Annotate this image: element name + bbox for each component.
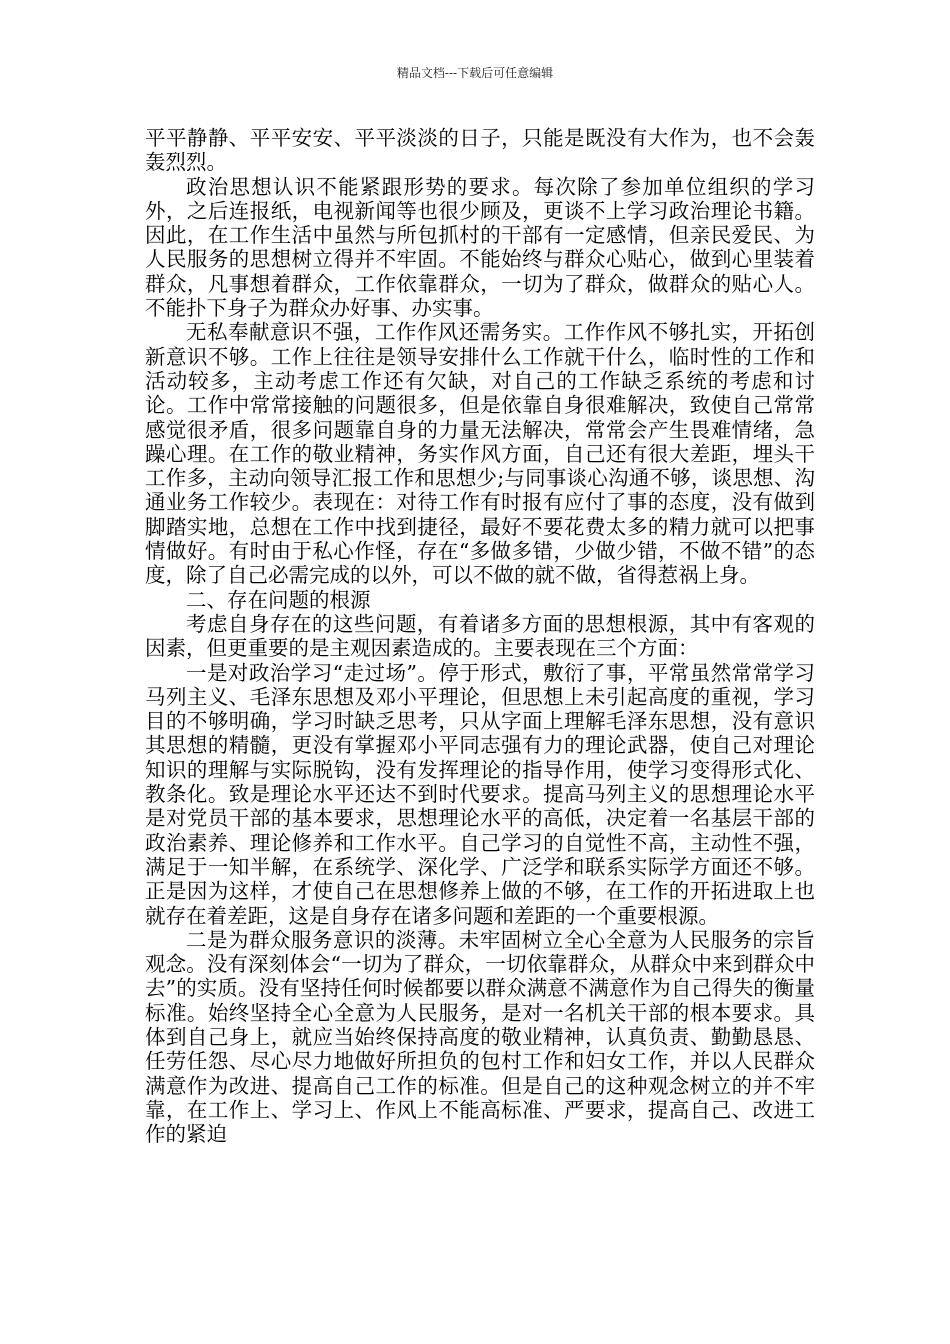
- page-header: 精品文档---下载后可任意编辑: [396, 66, 554, 80]
- paragraph-6: 二是为群众服务意识的淡薄。未牢固树立全心全意为人民服务的宗旨观念。没有深刻体会“一切为了群众，一切依靠群众，从群众中来到群众中去”的实质。没有坚持任何时候都要以群众满意不满意作为自己得失的衡量标准。始终坚持全心全意为人民服务，是对一名机关干部的根本要求。具体到自己身上，就应当始终保持高度的敬业精神，认真负责、勤勤恳恳、任劳任怨、尽心尽力地做好所担负的包村工作和妇女工作，并以人民群众满意作为改进、提高自己工作的标准。但是自己的这种观念树立的并不牢靠，在工作上、学习上、作风上不能高标准、严要求，提高自己、改进工作的紧迫: [145, 927, 815, 1147]
- document-body: [145, 126, 815, 1146]
- paragraph-5: 一是对政治学习“走过场”。停于形式，敷衍了事，平常虽然常常学习马列主义、毛泽东思想及邓小平理论，但思想上未引起高度的重视，学习目的不够明确，学习时缺乏思考，只从字面上理解毛泽东思想，没有意识其思想的精髓，更没有掌握邓小平同志强有力的理论武器，使自己对理论知识的理解与实际脱钩，没有发挥理论的指导作用，使学习变得形式化、教条化。致是理论水平还达不到时代要求。提高马列主义的思想理论水平是对党员干部的基本要求，思想理论水平的高低，决定着一名基层干部的政治素养、理论修养和工作水平。自己学习的自觉性不高，主动性不强，满足于一知半解，在系统学、深化学、广泛学和联系实际学方面还不够。正是因为这样，才使自己在思想修养上做的不够，在工作的开拓进取上也就存在着差距，这是自身存在诸多问题和差距的一个重要根源。: [145, 660, 815, 928]
- paragraph-3: 无私奉献意识不强，工作作风还需务实。工作作风不够扎实，开拓创新意识不够。工作上往往是领导安排什么工作就干什么，临时性的工作和活动较多，主动考虑工作还有欠缺，对自己的工作缺乏系统的考虑和讨论。工作中常常接触的问题很多，但是依靠自身很难解决，致使自己常常感觉很矛盾，很多问题靠自身的力量无法解决，常常会产生畏难情绪，急躁心理。在工作的敬业精神，务实作风方面，自己还有很大差距，埋头干工作多，主动向领导汇报工作和思想少;与同事谈心沟通不够，谈思想、沟通业务工作较少。表现在：对待工作有时报有应付了事的态度，没有做到脚踏实地，总想在工作中找到捷径，最好不要花费太多的精力就可以把事情做好。有时由于私心作怪，存在“多做多错，少做少错，不做不错”的态度，除了自己必需完成的以外，可以不做的就不做，省得惹祸上身。: [145, 320, 815, 588]
- section-heading: 二、存在问题的根源: [186, 587, 371, 612]
- paragraph-1: 平平静静、平平安安、平平淡淡的日子，只能是既没有大作为，也不会轰轰烈烈。: [145, 126, 815, 175]
- paragraph-2: 政治思想认识不能紧跟形势的要求。每次除了参加单位组织的学习外，之后连报纸，电视新闻等也很少顾及，更谈不上学习政治理论书籍。因此，在工作生活中虽然与所包抓村的干部有一定感情，但亲民爱民、为人民服务的思想树立得并不牢固。不能始终与群众心贴心，做到心里装着群众，凡事想着群众，工作依靠群众，一切为了群众，做群众的贴心人。不能扑下身子为群众办好事、办实事。: [145, 174, 815, 321]
- paragraph-4: 考虑自身存在的这些问题，有着诸多方面的思想根源，其中有客观的因素，但更重要的是主观因素造成的。主要表现在三个方面：: [145, 611, 815, 661]
